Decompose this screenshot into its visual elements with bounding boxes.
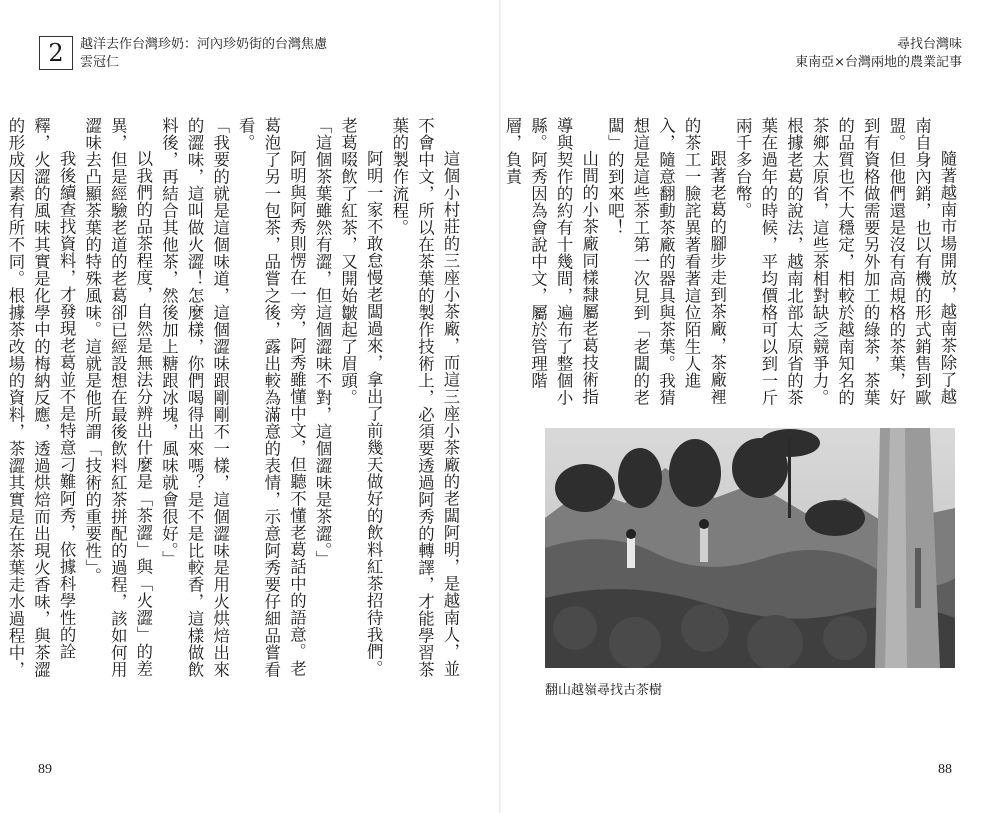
photo-illustration (545, 428, 955, 668)
left-body-text (5, 117, 463, 692)
photo-tea-mountain (545, 428, 955, 668)
page-number-right: 88 (938, 762, 952, 777)
chapter-title: 越洋去作台灣珍奶：河內珍奶街的台灣焦慮 (80, 37, 328, 52)
paragraph: 「我要的就是這個味道，這個澀味跟剛剛不一樣，這個澀味是用火烘焙出來的澀味，這叫做火澀！怎麼樣，你們喝得出來嗎？是不是比較香，這樣做飲料後，再結合其他茶，然後加上糖跟冰塊，風味就會很好。」 (159, 117, 230, 678)
photo-caption: 翻山越嶺尋找古茶樹 (545, 683, 663, 698)
left-running-header (80, 36, 327, 72)
book-subtitle: 東南亞×台灣兩地的農業記事 (795, 55, 962, 70)
paragraph: 隨著越南市場開放，越南茶除了越南自身內銷，也以有機的形式銷售到歐盟。但他們還是沒有高規格的茶葉，好到有資格做需要另外加工的綠茶，茶葉的品質也不大穩定，相較於越南知名的茶鄉太原省，這些茶相對缺乏競爭力。根據老葛的說法，越南北部太原省的茶葉在過年的時候，平均價格可以到一斤兩千多台幣。 (733, 117, 957, 406)
paragraph: 我後續查找資料，才發現老葛並不是特意刁難阿秀，依據科學性的詮釋，火澀的風味其實是化學中的梅納反應，透過烘焙而出現火香味，與茶澀的形成因素有所不同。根據茶改場的資料，茶澀其實是在茶葉走水過程中， (5, 117, 77, 678)
paragraph: 跟著老葛的腳步走到茶廠，茶廠裡的茶工一臉詫異著看著這位陌生人進入，隨意翻動茶廠的器具與茶葉。我猜想這是這些茶工第一次見到「老闆的老闆」的到來吧！ (605, 117, 727, 406)
right-body-text (502, 117, 960, 417)
book-title: 尋找台灣味 (896, 37, 962, 52)
chapter-author: 雲冠仁 (80, 55, 120, 70)
paragraph: 山間的小茶廠同樣隸屬老葛技術指導與契作的約有十幾間，遍布了整個小縣。阿秀因為會說中文，屬於管理階層，負責 (502, 117, 599, 406)
paragraph: 這個小村莊的三座小茶廠，而這三座小茶廠的老闆阿明，是越南人，並不會中文，所以在茶葉的製作技術上，必須要透過阿秀的轉譯，才能學習茶葉的製作流程。 (389, 117, 460, 678)
right-running-header (795, 36, 962, 72)
chapter-number-box: 2 (39, 36, 73, 70)
paragraph: 以我們的品茶程度，自然是無法分辨出什麼是「茶澀」與「火澀」的差異，但是經驗老道的老葛卻已經設想在最後飲料紅茶拼配的過程，該如何用澀味去凸顯茶葉的特殊風味。這就是他所謂「技術的重要性」。 (82, 117, 153, 678)
paragraph: 阿明一家不敢怠慢老闆過來，拿出了前幾天做好的飲料紅茶招待我們。老葛啜飲了紅茶，又開始皺起了眉頭。 (338, 117, 384, 677)
paragraph: 「這個茶葉雖然有澀，但這個澀味不對，這個澀味是茶澀。」 (313, 117, 333, 568)
paragraph: 阿明與阿秀則愣在一旁，阿秀雖懂中文，但聽不懂老葛話中的語意。老葛泡了另一包茶，品嘗之後，露出較為滿意的表情，示意阿秀要仔細品嘗看看。 (236, 117, 307, 678)
page-number-left: 89 (38, 762, 52, 777)
